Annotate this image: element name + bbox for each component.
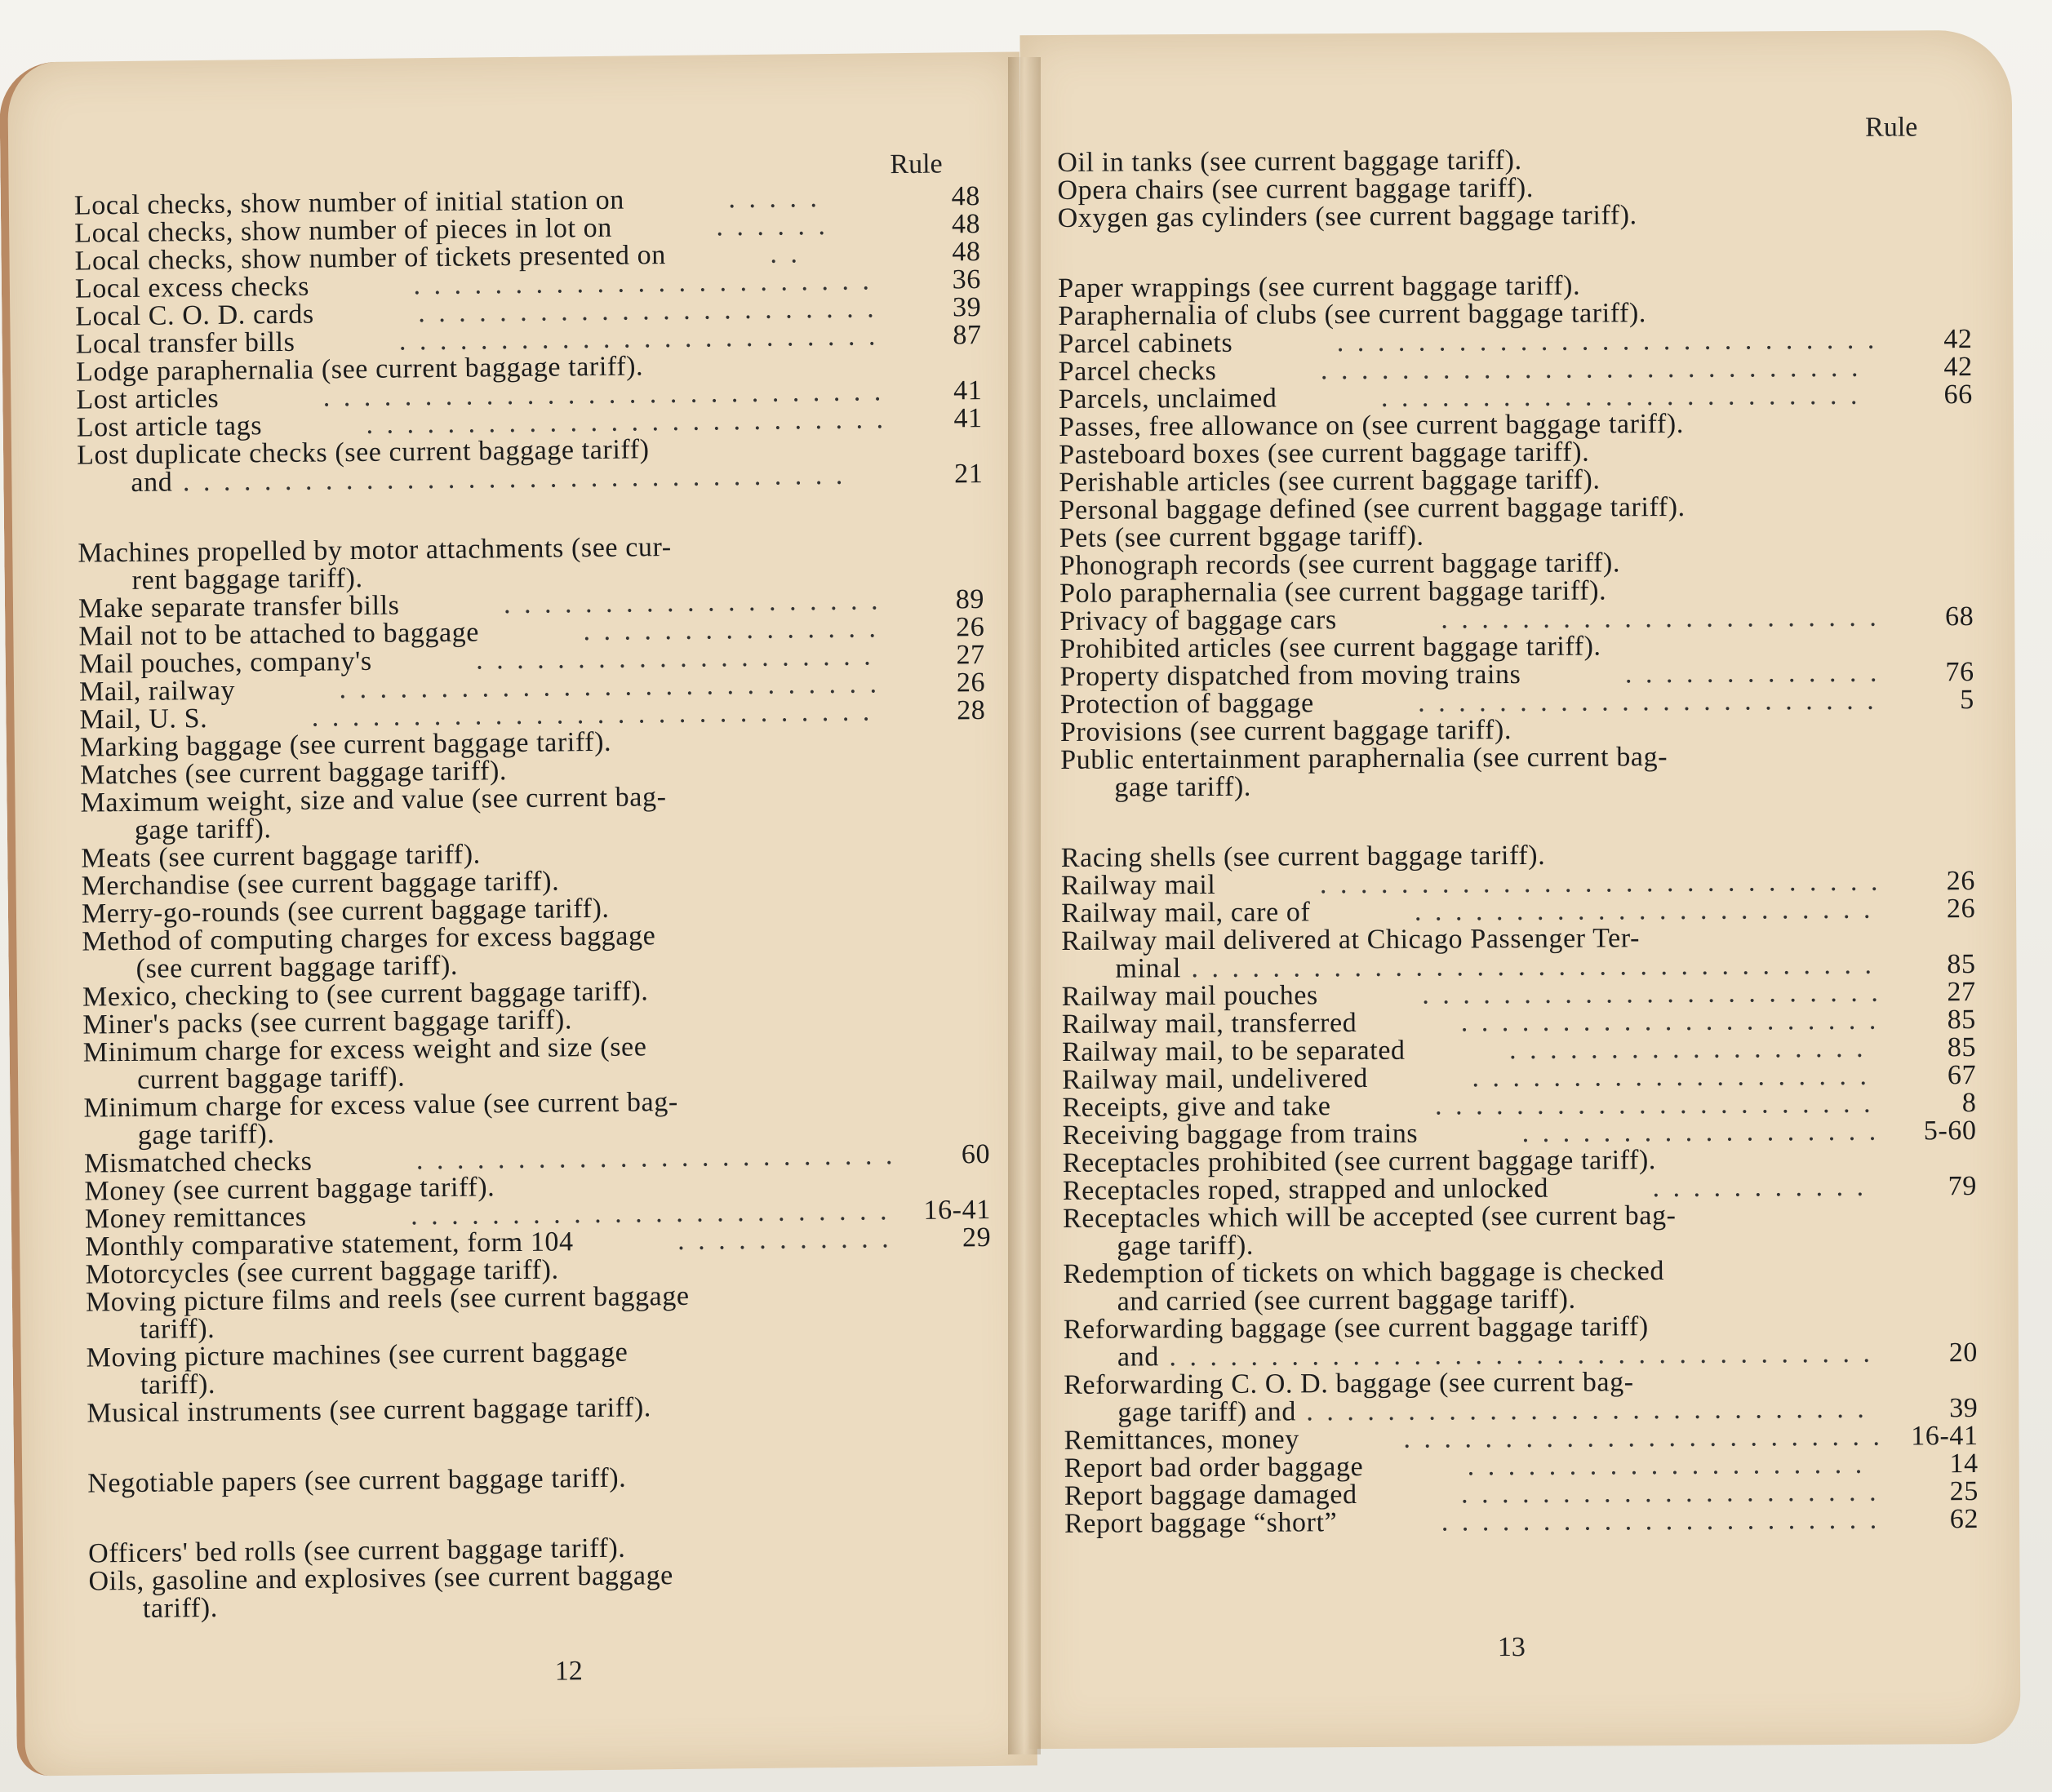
index-entry xyxy=(1061,923,1975,983)
leader-dots: . . . . . . . . . . . . . . . . . . . . . . . . . . . . xyxy=(313,376,885,413)
entry-text: Lost articles xyxy=(76,383,220,415)
index-entry xyxy=(1064,1311,1978,1372)
entry-text: Mail pouches, company's xyxy=(78,645,372,680)
leader-dots: . . . . . . . . . . . . . . . . . . . . . . . . xyxy=(389,321,879,357)
rule-number: 85 xyxy=(1947,1005,1976,1036)
entry-text: Passes, free allowance on (see current baggage tariff). xyxy=(1058,408,1684,442)
leader-dots: . . . . . . . . . . . xyxy=(1641,1171,1868,1204)
entry-text: Phonograph records (see current baggage tariff). xyxy=(1059,548,1621,581)
rule-number: 27 xyxy=(956,639,985,671)
leader-dots: . . . . . . . . . . . . . . . . . . . . . . . xyxy=(1404,894,1874,927)
entry-continuation-text: minal xyxy=(1115,953,1182,984)
entry-text: Lost duplicate checks (see current baggage tariff) xyxy=(76,434,650,471)
leader-dots: . . . . . . . . . . . . . . . . . . . . . . . xyxy=(407,293,877,329)
page-number: 12 xyxy=(554,1656,583,1687)
entry-text: Remittances, money xyxy=(1064,1424,1300,1456)
entry-text: Machines propelled by motor attachments (see cur- xyxy=(78,532,672,569)
rule-number: 36 xyxy=(952,264,982,295)
entry-text: Railway mail, undelivered xyxy=(1062,1062,1369,1095)
index-list-right xyxy=(1057,144,1979,1538)
rule-number: 26 xyxy=(955,611,985,643)
leader-dots: . . . . . . . . . . . . . . . . . . . . . xyxy=(1450,1005,1880,1038)
entry-text: Money remittances xyxy=(84,1201,307,1235)
rule-number: 29 xyxy=(962,1222,992,1253)
entry-text: Mail, U. S. xyxy=(79,703,208,735)
rule-number: 60 xyxy=(961,1138,991,1170)
leader-dots: . . . . . . . . . . . . . . . . . . . . xyxy=(465,641,874,676)
rule-number: 62 xyxy=(1949,1504,1979,1535)
rule-number: 85 xyxy=(1947,1032,1977,1063)
index-entry xyxy=(1060,742,1974,802)
entry-text: Racing shells (see current baggage tariff). xyxy=(1060,840,1546,873)
rule-number: 39 xyxy=(1949,1393,1979,1424)
entry-continuation-text: gage tariff). xyxy=(137,1119,275,1151)
entry-text: Local checks, show number of initial station on xyxy=(73,184,625,221)
entry-text: Receptacles roped, strapped and unlocked xyxy=(1062,1173,1549,1206)
entry-text: Motorcycles (see current baggage tariff). xyxy=(85,1254,559,1290)
rule-column-header: Rule xyxy=(890,149,943,180)
rule-number: 89 xyxy=(955,584,985,615)
entry-continuation-text: tariff). xyxy=(140,1313,215,1345)
index-entry xyxy=(1060,686,1974,719)
leader-dots: . . . . . . . . . . . . . . . . . . xyxy=(1512,1116,1880,1149)
leader-dots: . . . . . . . . . . . . . . . xyxy=(572,613,880,647)
entry-text: Report baggage damaged xyxy=(1064,1479,1357,1511)
entry-text: Prohibited articles (see current baggage tariff). xyxy=(1059,631,1601,664)
leader-dots: . . . . . . . . . . . . . . . . . . . . . . . xyxy=(402,265,873,301)
section-gap xyxy=(1058,228,1972,275)
entry-text: Reforwarding baggage (see current baggage tariff) xyxy=(1063,1311,1649,1345)
entry-text: Receptacles prohibited (see current baggage tariff). xyxy=(1062,1145,1657,1178)
rule-number: 28 xyxy=(957,694,986,726)
index-entry xyxy=(86,1280,993,1345)
entry-text: Musical instruments (see current baggage tariff). xyxy=(87,1392,652,1429)
index-entry xyxy=(86,1335,993,1400)
leader-dots: . . . . . xyxy=(717,183,821,215)
entry-line xyxy=(1060,686,1974,719)
leader-dots: . . . . . . . . . . . . . . . . . . . . . . . . . . . . . . . . . xyxy=(172,459,846,498)
open-booklet xyxy=(0,24,2041,1779)
leader-dots: . . . . . . xyxy=(705,210,829,242)
entry-text: Personal baggage defined (see current baggage tariff). xyxy=(1059,491,1686,526)
entry-text: Marking baggage (see current baggage tariff). xyxy=(79,726,612,763)
entry-text: Method of computing charges for excess baggage xyxy=(82,920,656,957)
leader-dots: . . . . . . . . . . . . . . . . . . . . . . . . xyxy=(406,1140,896,1176)
entry-text: Opera chairs (see current baggage tariff). xyxy=(1057,172,1534,206)
entry-continuation-text: rent baggage tariff). xyxy=(131,562,363,596)
entry-continuation xyxy=(1060,770,1974,802)
entry-text: Minimum charge for excess value (see current bag- xyxy=(83,1086,678,1124)
entry-text: Public entertainment paraphernalia (see current bag- xyxy=(1060,742,1668,775)
entry-text: Moving picture films and reels (see current baggage xyxy=(85,1280,690,1318)
entry-continuation-text: and carried (see current baggage tariff). xyxy=(1117,1284,1576,1317)
rule-number: 66 xyxy=(1943,379,1973,410)
entry-text: Oils, gasoline and explosives (see current baggage xyxy=(88,1560,674,1597)
entry-text: Matches (see current baggage tariff). xyxy=(79,756,508,791)
entry-text: Report bad order baggage xyxy=(1064,1452,1364,1484)
entry-text: Monthly comparative statement, form 104 xyxy=(85,1226,574,1262)
entry-text: Maximum weight, size and value (see current bag- xyxy=(80,782,667,818)
rule-number: 48 xyxy=(951,209,981,240)
entry-text: Railway mail, to be separated xyxy=(1061,1035,1406,1067)
leader-dots: . . . . . . . . . . . . . . . . . . . . . . . . xyxy=(400,1195,891,1231)
index-entry xyxy=(82,919,988,984)
rule-number: 42 xyxy=(1943,352,1973,383)
rule-number: 41 xyxy=(953,403,983,434)
entry-text: Provisions (see current baggage tariff). xyxy=(1059,715,1512,747)
entry-text: Parcels, unclaimed xyxy=(1058,383,1277,415)
entry-text: Paraphernalia of clubs (see current baggage tariff). xyxy=(1058,298,1647,331)
rule-number: 41 xyxy=(953,375,983,406)
entry-text: Miner's packs (see current baggage tariff). xyxy=(82,1005,573,1040)
entry-continuation-text: gage tariff) and xyxy=(1117,1396,1296,1428)
leader-dots: . . . . . . . . . . . . . . . . . . . . . . . . . . . . xyxy=(301,696,873,733)
index-list-left xyxy=(74,183,995,1624)
index-entry xyxy=(80,780,987,845)
index-entry xyxy=(1064,1367,1978,1427)
rule-number: 27 xyxy=(1947,977,1976,1008)
entry-text: Local excess checks xyxy=(74,271,310,304)
entry-text: Railway mail, care of xyxy=(1061,897,1311,929)
leader-dots: . . . . . . . . . . . . . . . . . . xyxy=(1499,1032,1867,1066)
entry-text: Reforwarding C. O. D. baggage (see current bag- xyxy=(1064,1367,1634,1400)
left-page xyxy=(0,52,1037,1776)
rule-number: 16-41 xyxy=(1911,1421,1979,1452)
rule-number: 14 xyxy=(1949,1448,1979,1479)
rule-number: 85 xyxy=(1947,949,1976,980)
entry-text: Parcel cabinets xyxy=(1058,327,1233,359)
entry-text: Protection of baggage xyxy=(1059,688,1314,720)
entry-continuation-text: current baggage tariff). xyxy=(136,1062,406,1095)
book-gutter xyxy=(1008,57,1041,1754)
entry-text: Make separate transfer bills xyxy=(78,590,400,624)
entry-line xyxy=(1061,895,1975,928)
rule-column-header: Rule xyxy=(1865,112,1918,143)
entry-text: Railway mail pouches xyxy=(1061,980,1318,1012)
rule-number: 5-60 xyxy=(1923,1116,1977,1147)
leader-dots: . . . . . . . . . . . . . . . . . . . . . xyxy=(1450,1476,1880,1510)
entry-text: Privacy of baggage cars xyxy=(1059,605,1337,637)
entry-text: Lodge paraphernalia (see current baggage tariff). xyxy=(75,351,644,388)
entry-text: Receipts, give and take xyxy=(1062,1091,1331,1123)
index-entry xyxy=(1061,895,1975,928)
leader-dots: . . . . . . . . . . . . . . . . . . . . . . . . xyxy=(1392,1421,1884,1454)
leader-dots: . . . . . . . . . . . . . . . . . . . . . . . xyxy=(1407,685,1877,718)
index-entry xyxy=(1064,1506,1979,1538)
entry-text: Polo paraphernalia (see current baggage tariff). xyxy=(1059,575,1607,609)
entry-text: Redemption of tickets on which baggage is checked xyxy=(1063,1256,1665,1289)
entry-text: Railway mail xyxy=(1060,869,1216,901)
index-entry xyxy=(83,1030,990,1095)
entry-text: Oil in tanks (see current baggage tariff). xyxy=(1057,144,1522,178)
index-entry xyxy=(1063,1256,1977,1316)
rule-number: 68 xyxy=(1944,601,1974,632)
rule-number: 25 xyxy=(1949,1476,1979,1507)
rule-number: 26 xyxy=(1946,894,1976,925)
entry-text: Meats (see current baggage tariff). xyxy=(81,839,481,874)
rule-number: 42 xyxy=(1943,324,1973,355)
leader-dots: . . . . . . . . . . . . . . . . . . . . . . . . . . . xyxy=(328,668,881,705)
entry-continuation-text: and xyxy=(1117,1342,1159,1373)
leader-dots: . . . . . . . . . . . . . xyxy=(1615,657,1881,690)
entry-text: Lost article tags xyxy=(76,410,263,443)
entry-text: Merchandise (see current baggage tariff). xyxy=(81,866,560,902)
entry-continuation-text: and xyxy=(131,467,173,498)
entry-text: Receptacles which will be accepted (see current bag- xyxy=(1063,1200,1677,1234)
rule-number: 76 xyxy=(1945,657,1974,688)
leader-dots: . . . . . . . . . . . . . . . . . . . xyxy=(493,585,882,620)
index-entry xyxy=(1058,200,1972,233)
entry-text: Property dispatched from moving trains xyxy=(1059,659,1521,692)
leader-dots: . . . . . . . . . . . . . . . . . . . . . . . . . . . xyxy=(1326,324,1878,358)
leader-dots: . . . . . . . . . . . . . . . . . . . . . . . . . . . . . . . . . . . xyxy=(1158,1337,1873,1373)
index-entry xyxy=(1060,714,1974,747)
entry-continuation-text: gage tariff). xyxy=(1117,1230,1255,1262)
rule-number: 87 xyxy=(953,320,982,351)
entry-text: Local C. O. D. cards xyxy=(75,299,314,332)
entry-text: Mexico, checking to (see current baggage tariff). xyxy=(82,976,649,1013)
leader-dots: . . xyxy=(759,238,802,269)
entry-text: Receiving baggage from trains xyxy=(1062,1118,1419,1151)
entry-text: Local checks, show number of pieces in lot on xyxy=(74,212,613,249)
index-entry xyxy=(77,432,984,498)
entry-continuation-text: (see current baggage tariff). xyxy=(135,950,459,984)
entry-text: Railway mail delivered at Chicago Passenger Ter- xyxy=(1061,923,1641,956)
leader-dots: . . . . . . . . . . . . . . . . . . . . xyxy=(1457,1448,1866,1482)
entry-text: Mismatched checks xyxy=(83,1146,313,1179)
leader-dots: . . . . . . . . . . . . . . . . . . . . . . . . . . xyxy=(355,404,887,441)
entry-text: Parcel checks xyxy=(1058,355,1217,387)
leader-dots: . . . . . . . . . . . . . . . . . . . . . . . . . . . xyxy=(1310,352,1862,386)
leader-dots: . . . . . . . . . . . xyxy=(667,1223,892,1257)
rule-number: 16-41 xyxy=(923,1194,992,1226)
entry-text: Mail not to be attached to baggage xyxy=(78,617,480,652)
entry-text: Officers' bed rolls (see current baggage tariff). xyxy=(87,1533,626,1569)
entry-text: Merry-go-rounds (see current baggage tariff). xyxy=(81,893,610,929)
entry-text: Negotiable papers (see current baggage tariff). xyxy=(87,1462,627,1499)
entry-text: Local transfer bills xyxy=(75,326,295,360)
leader-dots: . . . . . . . . . . . . . . . . . . . . . . xyxy=(1430,601,1880,635)
entry-text: Railway mail, transferred xyxy=(1061,1008,1357,1040)
rule-number: 21 xyxy=(953,459,984,490)
entry-text: Money (see current baggage tariff). xyxy=(84,1172,495,1207)
entry-text: Pets (see current bggage tariff). xyxy=(1059,521,1424,553)
leader-dots: . . . . . . . . . . . . . . . . . . . . . . . xyxy=(1411,977,1881,1010)
rule-number: 79 xyxy=(1948,1171,1978,1202)
entry-text: Paper wrappings (see current baggage tariff). xyxy=(1058,270,1581,304)
leader-dots: . . . . . . . . . . . . . . . . . . . . . . . . . . . . . . . . . . xyxy=(1180,949,1876,984)
entry-text: Report baggage “short” xyxy=(1064,1507,1338,1539)
rule-number: 48 xyxy=(951,181,981,212)
page-number: 13 xyxy=(1497,1631,1526,1663)
index-entry xyxy=(88,1559,995,1624)
entry-line xyxy=(1064,1506,1979,1538)
rule-number: 20 xyxy=(1948,1337,1979,1368)
index-entry xyxy=(1063,1200,1977,1261)
leader-dots: . . . . . . . . . . . . . . . . . . . . . . . . . . . . xyxy=(1309,866,1881,900)
rule-number: 39 xyxy=(952,292,982,323)
entry-text: Minimum charge for excess weight and size (see xyxy=(82,1031,647,1068)
rule-number: 67 xyxy=(1947,1060,1977,1091)
leader-dots: . . . . . . . . . . . . . . . . . . . . . . . . . . . . xyxy=(1295,1393,1868,1427)
entry-text: Mail, railway xyxy=(78,675,236,707)
entry-text: Oxygen gas cylinders (see current baggage tariff). xyxy=(1057,200,1637,233)
entry-continuation-text: gage tariff). xyxy=(134,814,272,845)
rule-number: 5 xyxy=(1960,685,1974,716)
section-gap xyxy=(1060,797,1974,845)
entry-continuation-text: tariff). xyxy=(142,1592,219,1624)
entry-continuation-text: tariff). xyxy=(140,1368,216,1400)
rule-number: 26 xyxy=(1946,866,1976,897)
entry-text: Moving picture machines (see current baggage xyxy=(86,1337,628,1373)
entry-text: Local checks, show number of tickets presented on xyxy=(74,240,667,277)
leader-dots: . . . . . . . . . . . . . . . . . . . . . . xyxy=(1424,1088,1874,1121)
leader-dots: . . . . . . . . . . . . . . . . . . . . . . xyxy=(1431,1504,1881,1537)
entry-continuation-text: gage tariff). xyxy=(1114,771,1252,803)
leader-dots: . . . . . . . . . . . . . . . . . . . . xyxy=(1461,1060,1871,1093)
rule-number: 26 xyxy=(956,667,986,699)
leader-dots: . . . . . . . . . . . . . . . . . . . . . . . . xyxy=(1370,379,1861,413)
right-page xyxy=(1020,30,2021,1749)
rule-number: 48 xyxy=(952,237,981,268)
entry-text: Perishable articles (see current baggage tariff). xyxy=(1059,464,1601,498)
entry-text: Pasteboard boxes (see current baggage tariff). xyxy=(1059,437,1590,470)
rule-number: 8 xyxy=(1961,1088,1977,1119)
